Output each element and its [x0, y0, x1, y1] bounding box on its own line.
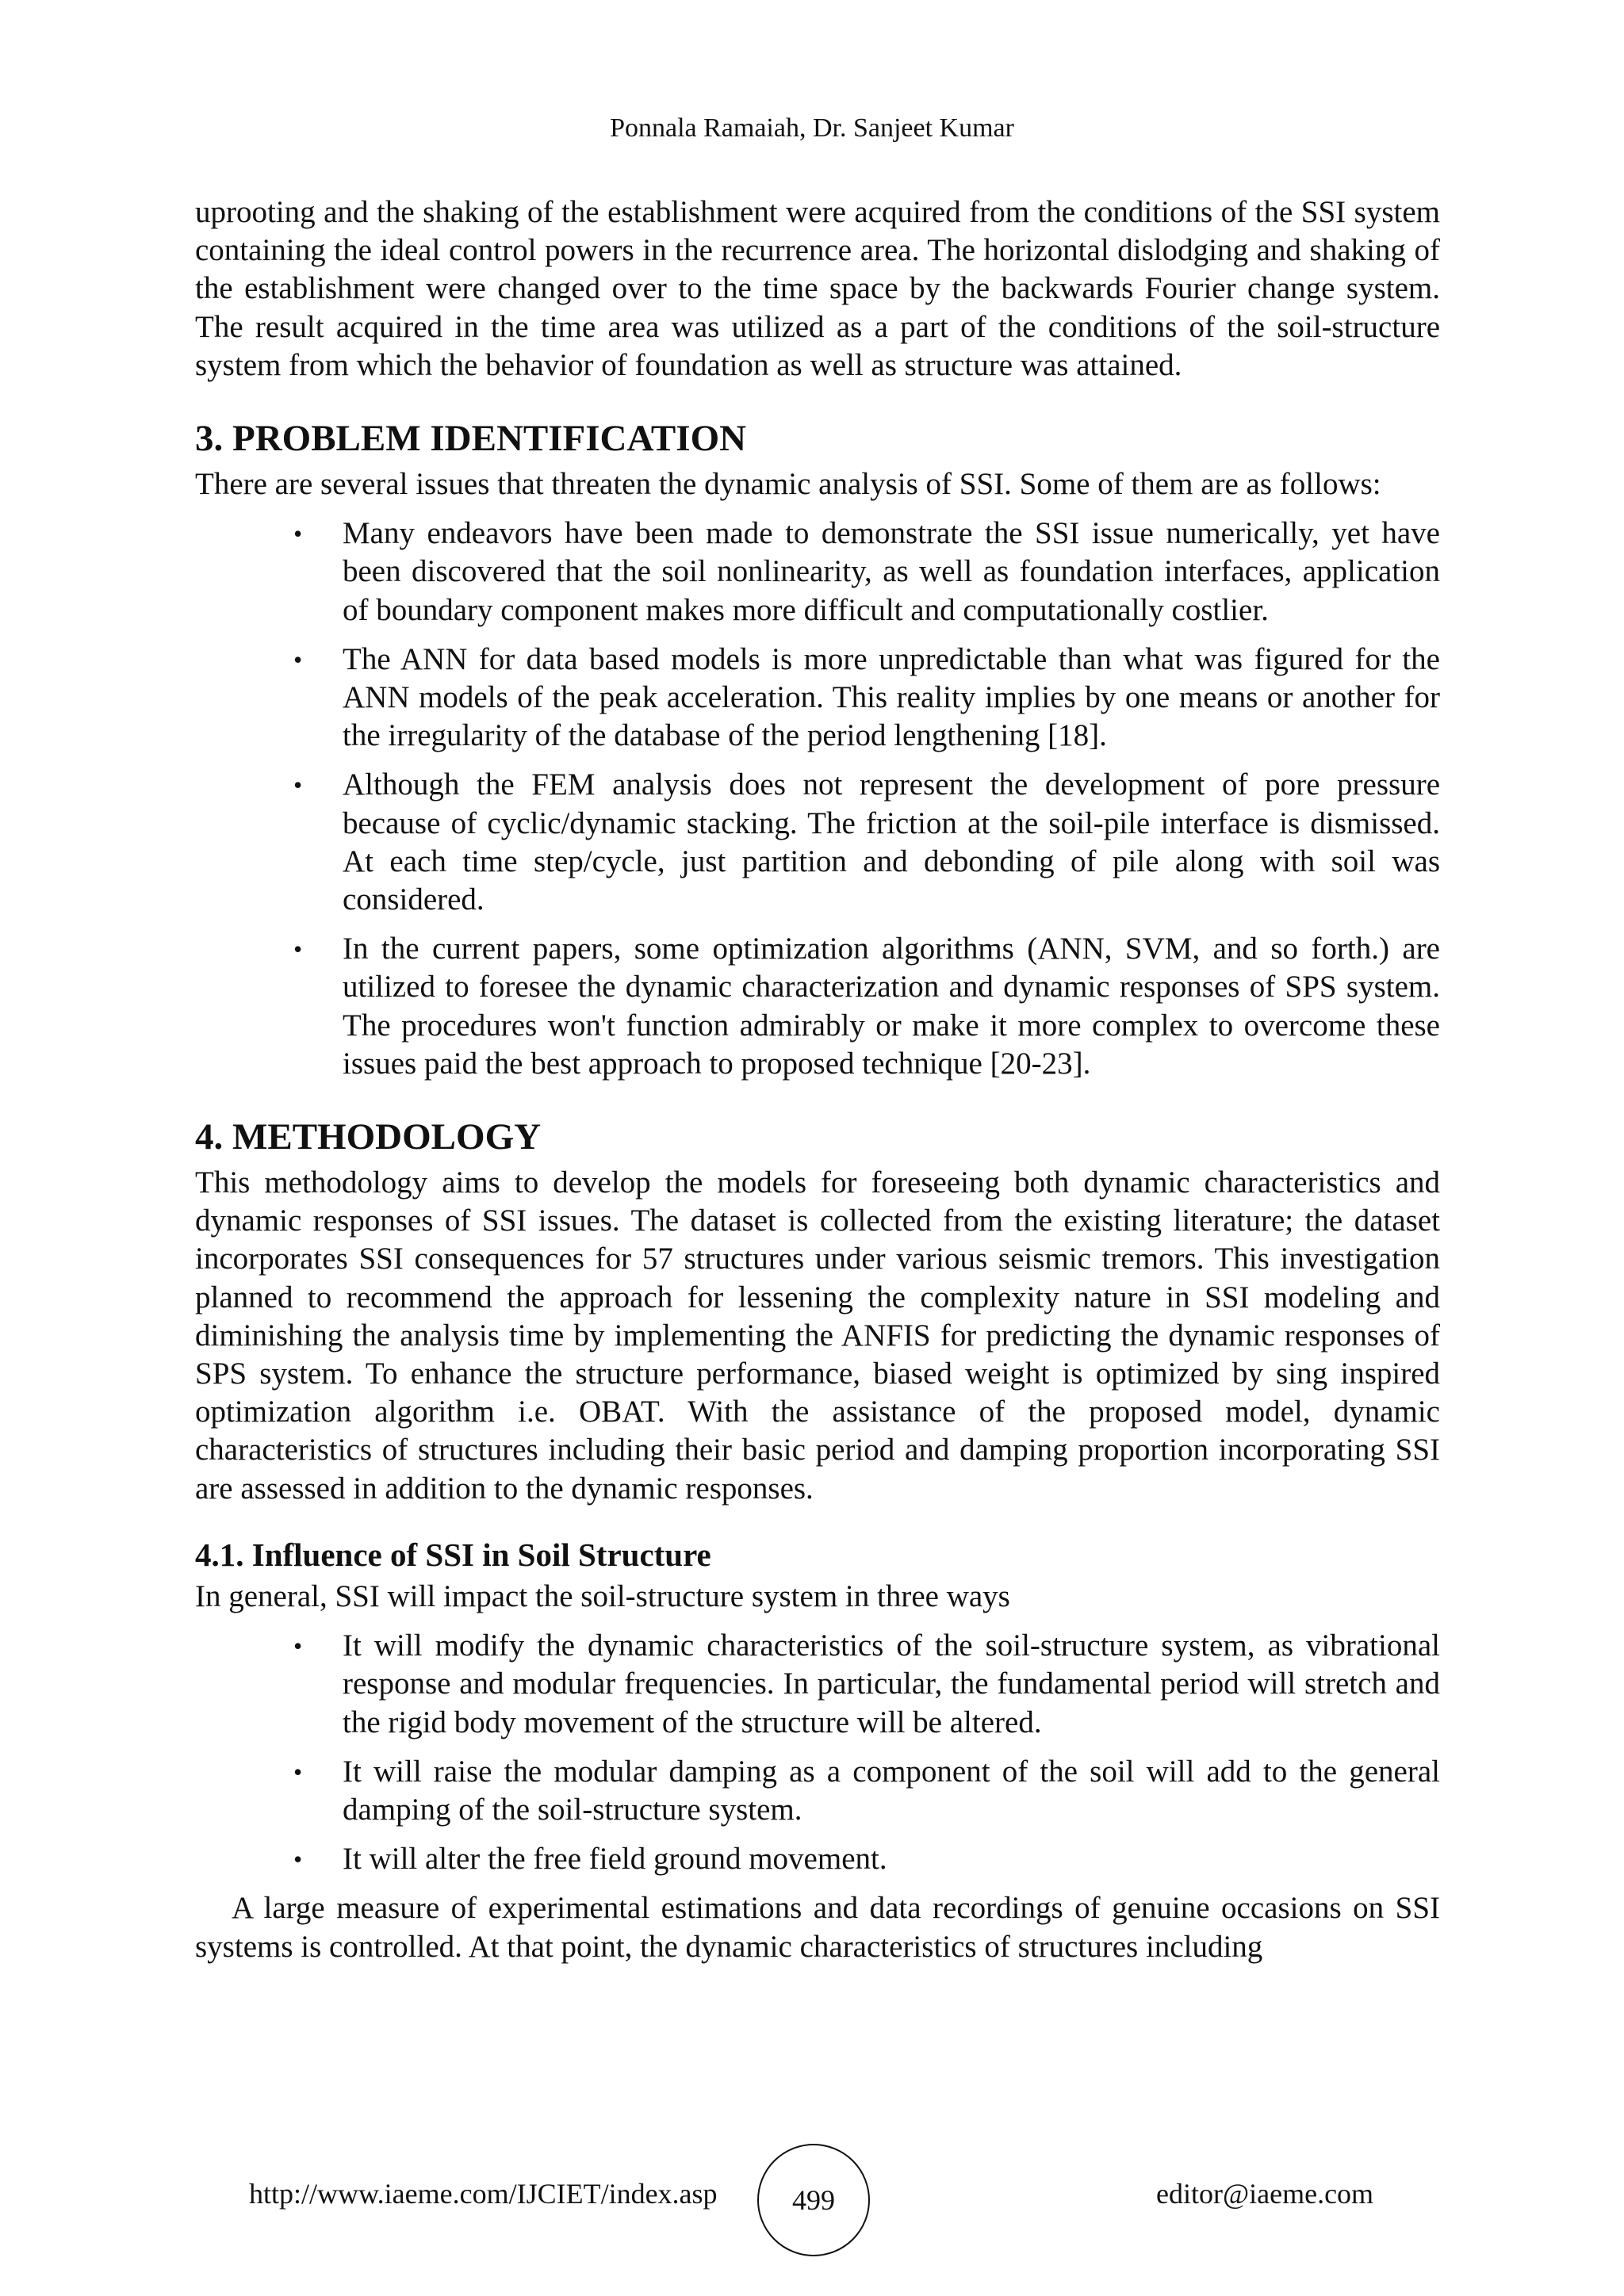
list-item-text: Many endeavors have been made to demonstrate the SSI issue numerically, yet have been discovered that the soil nonlinearity, as well as foundation interfaces, application of boundary component makes more difficult and computationally costlier.	[343, 516, 1440, 627]
section-4-1-bullet-list	[195, 1627, 1440, 1878]
list-item-text: It will alter the free field ground movement.	[343, 1842, 887, 1877]
list-item	[293, 766, 1440, 919]
list-item-text: The ANN for data based models is more unpredictable than what was figured for the ANN models of the peak acceleration. This reality implies by one means or another for the irregularity of the database of the period lengthening [18].	[343, 641, 1440, 753]
list-item-text: It will modify the dynamic characteristics of the soil-structure system, as vibrational response and modular frequencies. In particular, the fundamental period will stretch and the rigid body movement of the structure will be altered.	[343, 1628, 1440, 1739]
bullet-icon: •	[293, 1757, 303, 1786]
bullet-icon: •	[293, 519, 303, 549]
footer-url-link[interactable]: http://www.iaeme.com/IJCIET/index.asp	[249, 2178, 718, 2210]
list-item	[293, 930, 1440, 1083]
section-4-1-closing-paragraph: A large measure of experimental estimations and data recordings of genuine occasions on SSI systems is controlled. At that point, the dynamic characteristics of structures including	[195, 1891, 1440, 1964]
page-number: 499	[757, 2144, 870, 2256]
bullet-icon: •	[293, 771, 303, 800]
list-item	[293, 1840, 1440, 1878]
list-item	[293, 1753, 1440, 1829]
page-body	[195, 193, 1440, 1966]
section-4-paragraph: This methodology aims to develop the models for foreseeing both dynamic characteristics and dynamic responses of SSI issues. The dataset is collected from the existing literature; the dataset incorporates SSI consequences for 57 structures under various seismic tremors. This investigation planned to recommend the approach for lessening the complexity nature in SSI modeling and diminishing the analysis time by implementing the ANFIS for predicting the dynamic responses of SPS system. To enhance the structure performance, biased weight is optimized by sing inspired optimization algorithm i.e. OBAT. With the assistance of the proposed model, dynamic characteristics of structures including their basic period and damping proportion incorporating SSI are assessed in addition to the dynamic responses.	[195, 1165, 1440, 1506]
list-item	[293, 1627, 1440, 1742]
list-item	[293, 641, 1440, 756]
bullet-icon: •	[293, 1845, 303, 1874]
list-item-text: Although the FEM analysis does not represent the development of pore pressure because of cyclic/dynamic stacking. The friction at the soil-pile interface is dismissed. At each time step/cycle, just partition and debonding of pile along with soil was considered.	[343, 767, 1440, 917]
section-3-heading: 3. PROBLEM IDENTIFICATION	[195, 418, 747, 460]
section-4-1-intro: In general, SSI will impact the soil-structure system in three ways	[195, 1578, 1010, 1613]
running-header: Ponnala Ramaiah, Dr. Sanjeet Kumar	[610, 113, 1014, 143]
section-4-1-heading: 4.1. Influence of SSI in Soil Structure	[195, 1536, 711, 1573]
section-3-bullet-list	[195, 515, 1440, 1083]
section-4-heading: 4. METHODOLOGY	[195, 1116, 542, 1158]
section-3-intro: There are several issues that threaten the dynamic analysis of SSI. Some of them are as follows:	[195, 467, 1381, 502]
list-item-text: In the current papers, some optimization algorithms (ANN, SVM, and so forth.) are utilized to foresee the dynamic characterization and dynamic responses of SPS system. The procedures won't function admirably or make it more complex to overcome these issues paid the best approach to proposed technique [20-23].	[343, 932, 1440, 1081]
bullet-icon: •	[293, 1632, 303, 1661]
list-item	[293, 515, 1440, 629]
bullet-icon: •	[293, 645, 303, 674]
intro-paragraph: uprooting and the shaking of the establishment were acquired from the conditions of the SSI system containing the ideal control powers in the recurrence area. The horizontal dislodging and shaking of the establishment were changed over to the time space by the backwards Fourier change system. The result acquired in the time area was utilized as a part of the conditions of the soil-structure system from which the behavior of foundation as well as structure was attained.	[195, 195, 1440, 382]
bullet-icon: •	[293, 935, 303, 964]
list-item-text: It will raise the modular damping as a component of the soil will add to the general damping of the soil-structure system.	[343, 1754, 1440, 1827]
page-footer	[0, 2142, 1624, 2261]
footer-email-link[interactable]: editor@iaeme.com	[1156, 2178, 1374, 2210]
